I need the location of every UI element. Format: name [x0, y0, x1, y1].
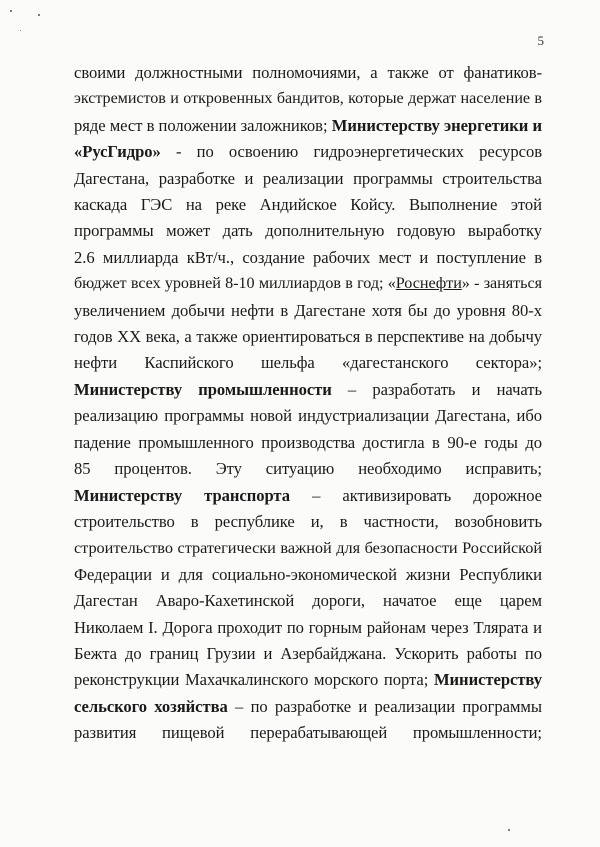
bold-text-segment: Министерству энергетики и: [331, 115, 542, 135]
bold-text-segment: Министерству: [433, 670, 542, 690]
text-line: [74, 60, 542, 86]
text-line: [74, 218, 542, 244]
text-segment: реализацию программы новой индустриализации Дагестана, ибо: [74, 406, 542, 426]
text-line: [74, 535, 542, 561]
text-segment: своими должностными полномочиями, а также от фанатиков-: [74, 63, 542, 82]
text-line: [74, 588, 542, 614]
text-line: [74, 245, 542, 271]
text-segment: экстремистов и откровенных бандитов, которые держат население в: [74, 90, 542, 108]
text-segment: Дагестан Аваро-Кахетинской дороги, начатое еще царем: [74, 591, 542, 611]
text-segment: строительство стратегически важной для безопасности Российской: [74, 538, 542, 558]
text-segment: 85 процентов. Эту ситуацию необходимо исправить;: [74, 459, 542, 479]
text-segment: бюджет всех уровней 8-10 миллиардов в год; «: [74, 275, 396, 293]
text-segment: нефти Каспийского шельфа «дагестанского сектора»;: [74, 353, 542, 373]
text-line: [74, 430, 542, 456]
text-segment: падение промышленного производства достигла в 90-е годы до: [74, 432, 542, 452]
text-line: [74, 86, 542, 112]
text-segment: » - заняться: [461, 275, 542, 293]
text-segment: ряде мест в положении заложников;: [74, 115, 332, 135]
text-segment: Николаем I. Дорога проходит по горным районам через Тлярата и: [74, 617, 542, 637]
text-line: [74, 166, 542, 192]
text-line: [74, 403, 542, 429]
text-line: [74, 641, 542, 667]
bold-text-segment: Министерству промышленности: [74, 379, 332, 399]
text-segment: реконструкции Махачкалинского морского порта;: [74, 670, 434, 690]
page-number: 5: [537, 33, 544, 48]
scan-speck: [508, 829, 510, 831]
text-segment: – активизировать дорожное: [289, 485, 543, 505]
scan-speck: [10, 10, 12, 12]
scan-speck: [38, 14, 40, 16]
text-line: [74, 298, 542, 324]
text-line: [74, 483, 542, 509]
scan-speck: [20, 30, 21, 31]
text-segment: 2.6 миллиарда кВт/ч., создание рабочих мест и поступление в: [74, 247, 542, 267]
text-line: [74, 720, 542, 746]
text-line: [74, 615, 542, 641]
text-line: [74, 456, 542, 482]
text-segment: каскада ГЭС на реке Андийское Койсу. Выполнение этой: [74, 195, 542, 215]
text-segment: – по разработке и реализации программы: [227, 696, 542, 716]
text-segment: - по освоению гидроэнергетических ресурсов: [160, 142, 542, 162]
text-segment: развития пищевой перерабатывающей промышленности;: [74, 723, 542, 743]
text-line: [74, 350, 542, 376]
bold-text-segment: «РусГидро»: [74, 142, 161, 162]
text-line: [74, 324, 542, 350]
text-line: [74, 509, 542, 535]
text-line: [74, 694, 542, 720]
text-segment: Федерации и для социально-экономической жизни Республики: [74, 564, 542, 584]
underlined-text-segment: Роснефти: [395, 275, 462, 293]
text-line: [74, 562, 542, 588]
text-segment: Бежта до границ Грузии и Азербайджана. Ускорить работы по: [74, 643, 542, 663]
text-segment: годов XX века, а также ориентироваться в перспективе на добычу: [74, 327, 542, 347]
text-segment: увеличением добычи нефти в Дагестане хотя бы до уровня 80-х: [74, 300, 542, 320]
text-segment: строительство в республике и, в частности, возобновить: [74, 511, 542, 531]
text-line: [74, 192, 542, 218]
body-text: [74, 60, 542, 747]
text-line: [74, 271, 542, 297]
text-segment: программы может дать дополнительную годовую выработку: [74, 221, 542, 241]
text-line: [74, 667, 542, 693]
bold-text-segment: Министерству транспорта: [74, 485, 290, 505]
text-segment: Дагестана, разработке и реализации программы строительства: [74, 168, 542, 188]
text-line: [74, 139, 542, 165]
text-line: [74, 113, 542, 139]
text-line: [74, 377, 542, 403]
bold-text-segment: сельского хозяйства: [74, 696, 228, 716]
text-segment: – разработать и начать: [331, 379, 542, 399]
